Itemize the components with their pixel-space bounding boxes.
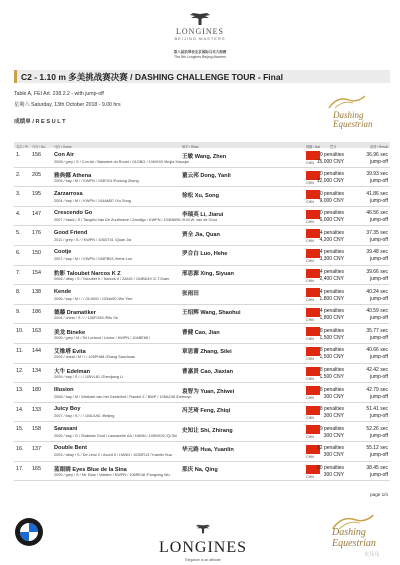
time: 38.45 sec (366, 465, 388, 471)
time: 55.12 sec (366, 445, 388, 452)
penalties: 4 penalties (319, 288, 344, 295)
stage: jump-off (370, 334, 388, 341)
table-row (14, 266, 390, 286)
penalties: 4 penalties (319, 229, 344, 236)
page-number: page 1/4 (370, 492, 388, 497)
china-flag-icon (306, 347, 320, 356)
table-row (14, 422, 390, 442)
horse-details: 2004 / bay / M / / KWPN / 104AM57 /Xu Song (54, 198, 131, 203)
start-number: 150 (32, 249, 41, 256)
competition-title: C2 - 1.10 m 多美挑战赛决赛 / DASHING CHALLENGE TOUR - Final (21, 72, 283, 82)
header-result: 成绩 / Result (369, 144, 388, 149)
place: 15. (16, 426, 24, 433)
nation-code: CHN (306, 474, 314, 479)
horse-details: 2006 / bay / G / Stakkato Gold / Lassacelle AA / HANN / 105NX26 /Qi Shi (54, 433, 178, 438)
sponsor-name: LONGINES (159, 539, 247, 556)
horse-details: 2007 / bay / S / / / 104UU61 /Beijing (54, 414, 115, 419)
stage: jump-off (370, 393, 388, 400)
horse-name: 德藤 Dramatiker (54, 310, 96, 317)
table-rule: Table A, FEI Art. 238.2.2 - with jump-off (14, 91, 104, 97)
horse-name: 雅典娜 Athena (54, 173, 92, 180)
penalties: 4 penalties (319, 308, 344, 315)
place: 2. (16, 171, 21, 178)
table-row (14, 442, 390, 462)
horse-name: Good Friend (54, 229, 88, 236)
china-flag-icon (306, 249, 320, 258)
logo-line-2: Equestrian (333, 119, 373, 129)
stage: jump-off (370, 197, 388, 204)
table-row (14, 246, 390, 266)
watermark: 大马马 (364, 552, 380, 558)
nation-code: CHN (306, 415, 314, 420)
rider-name: 曹健 Cao, Jian (182, 329, 220, 336)
horse-name: Crescendo Go (54, 210, 93, 217)
time: 46.56 sec (366, 210, 388, 217)
sponsor-footer (0, 505, 400, 565)
penalties: 0 penalties (319, 151, 344, 158)
china-flag-icon (306, 327, 320, 336)
nation-code: CHN (306, 180, 314, 185)
horse-name: Double Bent (54, 445, 87, 452)
rider-name: 贾全 Jia, Quan (182, 231, 220, 238)
horse-details: 2003 / dbay / S / De Lenz 2 / Acord II / HANN / 103DR13 /Yuanlin Hua (54, 453, 172, 458)
stage: jump-off (370, 178, 388, 185)
table-row (14, 226, 390, 246)
time: 42.79 sec (366, 386, 388, 393)
rider-name: 那庆 Na, Qing (182, 467, 218, 473)
start-number: 144 (32, 347, 41, 354)
place: 16. (16, 445, 24, 452)
event-name-en: The 8th Longines Beijing Masters (174, 55, 226, 59)
time: 40.24 sec (366, 288, 388, 295)
nation-code: CHN (306, 454, 314, 459)
place: 8. (16, 289, 21, 296)
place: 17. (16, 465, 24, 472)
horse-details: 2009 / bay / S / / / 105VL81 /Zhenjiang Li (54, 375, 123, 380)
horse-details: 2009 / chest / M / / / 105PH88 /Zhang Sanchuan (54, 355, 136, 360)
prize-money: 2,400 CNY (319, 276, 344, 283)
prize-money: 300 CNY (323, 472, 344, 478)
china-flag-icon (306, 210, 320, 219)
horse-details: 2011 / grey / S / / KWPN / 106DT41 /Quan Jia (54, 237, 132, 242)
place: 7. (16, 269, 21, 276)
penalties: 8 penalties (319, 406, 344, 413)
start-number: 134 (32, 367, 41, 374)
rider-name: 冯芝琦 Feng, Zhiqi (182, 408, 231, 415)
stage: jump-off (370, 256, 388, 263)
place: 11. (16, 347, 24, 354)
penalties: 8 penalties (319, 347, 344, 354)
horse-details: 2007 / black / S / Tangelo Van De Zuuthoeve / Zandigo / KWPN / 103NW56 /H.M.W. van de Goor (54, 218, 217, 223)
penalties: 8 penalties (319, 386, 344, 393)
nation-code: CHN (306, 219, 314, 224)
start-number: 154 (32, 269, 41, 276)
china-flag-icon (306, 386, 320, 395)
start-number: 176 (32, 230, 41, 237)
start-number: 195 (32, 191, 41, 198)
place: 6. (16, 249, 21, 256)
rider-name: 李瑞英 Li, Jiarui (182, 212, 224, 219)
stage: jump-off (370, 452, 388, 459)
brand-subtitle: BEIJING MASTERS (174, 36, 226, 41)
nation-code: CHN (306, 161, 314, 165)
nation-code: CHN (306, 396, 314, 401)
table-row (14, 148, 390, 168)
place: 14. (16, 406, 24, 413)
horse-details: 2008 / grey / S / Con Air / Baloubet du Rouet / OLDBG / 106VI93 /Wojia Xiaoxjia (54, 159, 189, 164)
horse-details: 2006 / bay / M / / / OLDBG / 103sh50 /Wo Yixe (54, 296, 133, 301)
horse-name: 大牛 Edelman (54, 369, 91, 376)
horse-name: 豹影 Taloubet Narcos K Z (54, 271, 121, 278)
time: 52.26 sec (366, 425, 388, 432)
rider-name: 徐松 Xu, Song (182, 192, 219, 199)
stage: jump-off (370, 276, 388, 283)
time: 39.93 sec (366, 171, 388, 178)
header-number: 马号 / No. (32, 144, 46, 149)
event-subtitle (0, 50, 400, 60)
prize-money: 300 CNY (323, 413, 344, 420)
stage: jump-off (370, 374, 388, 381)
rider-name: 王敏 Wang, Zhen (182, 153, 227, 160)
china-flag-icon (306, 190, 320, 199)
nation-code: CHN (306, 337, 314, 342)
horse-name: Kende (54, 288, 72, 295)
place: 12. (16, 367, 24, 374)
table-row (14, 168, 390, 188)
prize-money: 6,000 CNY (319, 217, 344, 224)
rider-name: 章思蕾 Zhang, Silei (182, 349, 232, 356)
prize-money: 4,200 CNY (319, 236, 344, 243)
dashing-equestrian-footer-logo (318, 513, 393, 561)
china-flag-icon (306, 269, 320, 278)
footer-logo-line-1: Dashing (332, 527, 366, 538)
stage: jump-off (370, 354, 388, 361)
start-number: 165 (32, 465, 41, 472)
place: 9. (16, 308, 21, 315)
horse-name: Cootje (54, 249, 72, 256)
horse-details: 2009 / grey / S / Mr. Blue / Voltaire / KWPN / 106RE48 /Fangxing Wu (54, 473, 170, 477)
horse-name: Illusion (54, 386, 74, 393)
time: 41.86 sec (366, 190, 388, 197)
prize-money: 1,500 CNY (319, 374, 344, 381)
prize-money: 300 CNY (323, 432, 344, 439)
table-row (14, 364, 390, 384)
horse-details: 2006 / dbay / S / Taloubet K / Narcos II / ZANG / 104BD49 /C.T.Kiaer (54, 277, 170, 282)
china-flag-icon (306, 367, 320, 376)
china-flag-icon (306, 425, 320, 434)
rider-name: 张雨田 (182, 290, 199, 297)
horse-details: 2006 / grey / M / Sir Lorland / Lector / KWPN / 104BE68 / (54, 335, 151, 340)
header-rider: 骑手 / Rider (182, 144, 199, 149)
nation-code: CHN (306, 317, 314, 322)
penalties: 0 penalties (319, 210, 344, 217)
stage: jump-off (370, 295, 388, 302)
table-row (14, 187, 390, 207)
table-row (14, 462, 390, 482)
start-number: 163 (32, 328, 41, 335)
time: 40.66 sec (366, 347, 388, 354)
penalties: 0 penalties (319, 171, 344, 178)
start-number: 156 (32, 152, 41, 158)
stage: jump-off (370, 315, 388, 322)
footer-logo-line-2: Equestrian (332, 538, 376, 549)
brand-name: LONGINES (176, 27, 224, 36)
table-row (14, 383, 390, 403)
time: 40.59 sec (366, 308, 388, 315)
place: 5. (16, 230, 21, 237)
stage: jump-off (370, 472, 388, 478)
time: 42.42 sec (366, 367, 388, 374)
stage: jump-off (370, 432, 388, 439)
prize-money: 300 CNY (323, 452, 344, 459)
prize-money: 15,000 CNY (316, 158, 344, 165)
time: 39.66 sec (366, 269, 388, 276)
start-number: 180 (32, 387, 41, 394)
prize-money: 1,800 CNY (319, 295, 344, 302)
place: 1. (16, 152, 21, 158)
event-date: 星期六 Saturday, 13th October 2018 - 9.00 hrs (14, 102, 121, 108)
penalties: 9 penalties (319, 425, 344, 432)
time: 35.77 sec (366, 327, 388, 334)
logo-line-1: Dashing (333, 110, 364, 120)
winged-hourglass-icon (189, 12, 211, 26)
rider-name: 华元路 Hua, Yuanlin (182, 447, 234, 454)
place: 3. (16, 191, 21, 198)
winged-hourglass-icon (194, 524, 212, 534)
nation-code: CHN (306, 278, 314, 283)
penalties: 20 penalties (317, 465, 344, 471)
nation-code: CHN (306, 258, 314, 263)
china-flag-icon (306, 288, 320, 297)
horse-name: Juicy Boy (54, 406, 81, 413)
horse-details: 2007 / bay / M / / KWPN / 106PB93 /Hehe Luo (54, 257, 133, 262)
start-number: 133 (32, 406, 41, 413)
horse-swirl-icon (327, 94, 367, 110)
stage: jump-off (370, 413, 388, 420)
time: 36.96 sec (366, 151, 388, 158)
start-number: 186 (32, 308, 41, 315)
horse-details: 2004 / chest / S / / / 106FG89 /Rilu Se (54, 316, 118, 321)
table-row (14, 344, 390, 364)
place: 10. (16, 328, 24, 335)
prize-money: 3,300 CNY (319, 256, 344, 263)
place: 13. (16, 387, 24, 394)
nation-code: CHN (306, 239, 314, 244)
time: 51.41 sec (366, 406, 388, 413)
sponsor-tagline: Elegance is an attitude (185, 558, 221, 562)
rider-name: 王绍辉 Wang, Shaohui (182, 310, 241, 317)
event-name-cn: 第八届浪琴表北京国际马术大师赛 (173, 50, 227, 54)
longines-footer-logo (148, 521, 258, 562)
nation-code: CHN (306, 435, 314, 440)
penalties: 12 penalties (317, 445, 344, 452)
start-number: 138 (32, 289, 41, 296)
stage: jump-off (370, 158, 388, 165)
china-flag-icon (306, 308, 320, 317)
results-table (14, 148, 390, 481)
start-number: 147 (32, 210, 41, 217)
header-place: 名次 / Pl. (16, 144, 29, 149)
table-row (14, 207, 390, 227)
rider-name: 罗合白 Luo, Hehe (182, 251, 228, 258)
horse-name: 艾维塔 Evita (54, 349, 86, 356)
start-number: 158 (32, 426, 41, 433)
china-flag-icon (306, 229, 320, 238)
nation-code: CHN (306, 356, 314, 361)
horse-details: 2005 / bay / M / / KWPN / 105FI24 /Fudong Zhang (54, 179, 139, 184)
stage: jump-off (370, 217, 388, 224)
penalties: 4 penalties (319, 269, 344, 276)
header-penalties: 罚分 (330, 144, 337, 149)
result-heading: 成绩单 / R E S U L T (14, 119, 66, 125)
penalties: 4 penalties (319, 249, 344, 256)
longines-logo (0, 12, 400, 41)
start-number: 205 (32, 171, 41, 178)
horse-name: Sarasani (54, 425, 78, 432)
horse-name: 美龙 Bineke (54, 329, 86, 336)
header-nation: 国籍 / Nat. (306, 144, 321, 149)
place: 4. (16, 210, 21, 217)
nation-code: CHN (306, 376, 314, 381)
prize-money: 1,500 CNY (319, 354, 344, 361)
penalties: 0 penalties (319, 190, 344, 197)
prize-money: 1,500 CNY (319, 334, 344, 341)
table-row (14, 305, 390, 325)
table-row (14, 285, 390, 305)
header-horse: 马匹 / Horse (54, 144, 72, 149)
rider-name: 史知让 Shi, Zhirang (182, 427, 233, 434)
stage: jump-off (370, 236, 388, 243)
prize-money: 12,000 CNY (316, 178, 344, 185)
time: 37.35 sec (366, 229, 388, 236)
penalties: 8 penalties (319, 367, 344, 374)
horse-name: Con Air (54, 151, 74, 158)
start-number: 137 (32, 445, 41, 452)
prize-money: 300 CNY (323, 393, 344, 400)
time: 39.48 sec (366, 249, 388, 256)
prize-money: 1,800 CNY (319, 315, 344, 322)
bmw-logo (14, 517, 44, 547)
competition-title-bar (14, 70, 390, 83)
table-row (14, 324, 390, 344)
horse-name: Zarzarrosa (54, 190, 83, 197)
rider-name: 董云邦 Dong, Yanli (182, 173, 231, 180)
nation-code: CHN (306, 298, 314, 303)
rider-name: 曹嘉贤 Cao, Jiaxian (182, 369, 233, 376)
table-row (14, 403, 390, 423)
horse-name: 蓝眼睛 Eyes Blue de la Sina (54, 467, 127, 473)
rider-name: 袁智为 Yuan, Zhiwei (182, 388, 235, 395)
china-flag-icon (306, 406, 320, 415)
penalties: 8 penalties (319, 327, 344, 334)
rider-name: 邢思源 Xing, Siyuan (182, 271, 234, 278)
horse-details: 2008 / bay / M / Warkant van het Gestelhof / Randel Z / BWP / 105AZ08 /Debruyn (54, 394, 192, 399)
nation-code: CHN (306, 200, 314, 205)
prize-money: 9,000 CNY (319, 197, 344, 204)
